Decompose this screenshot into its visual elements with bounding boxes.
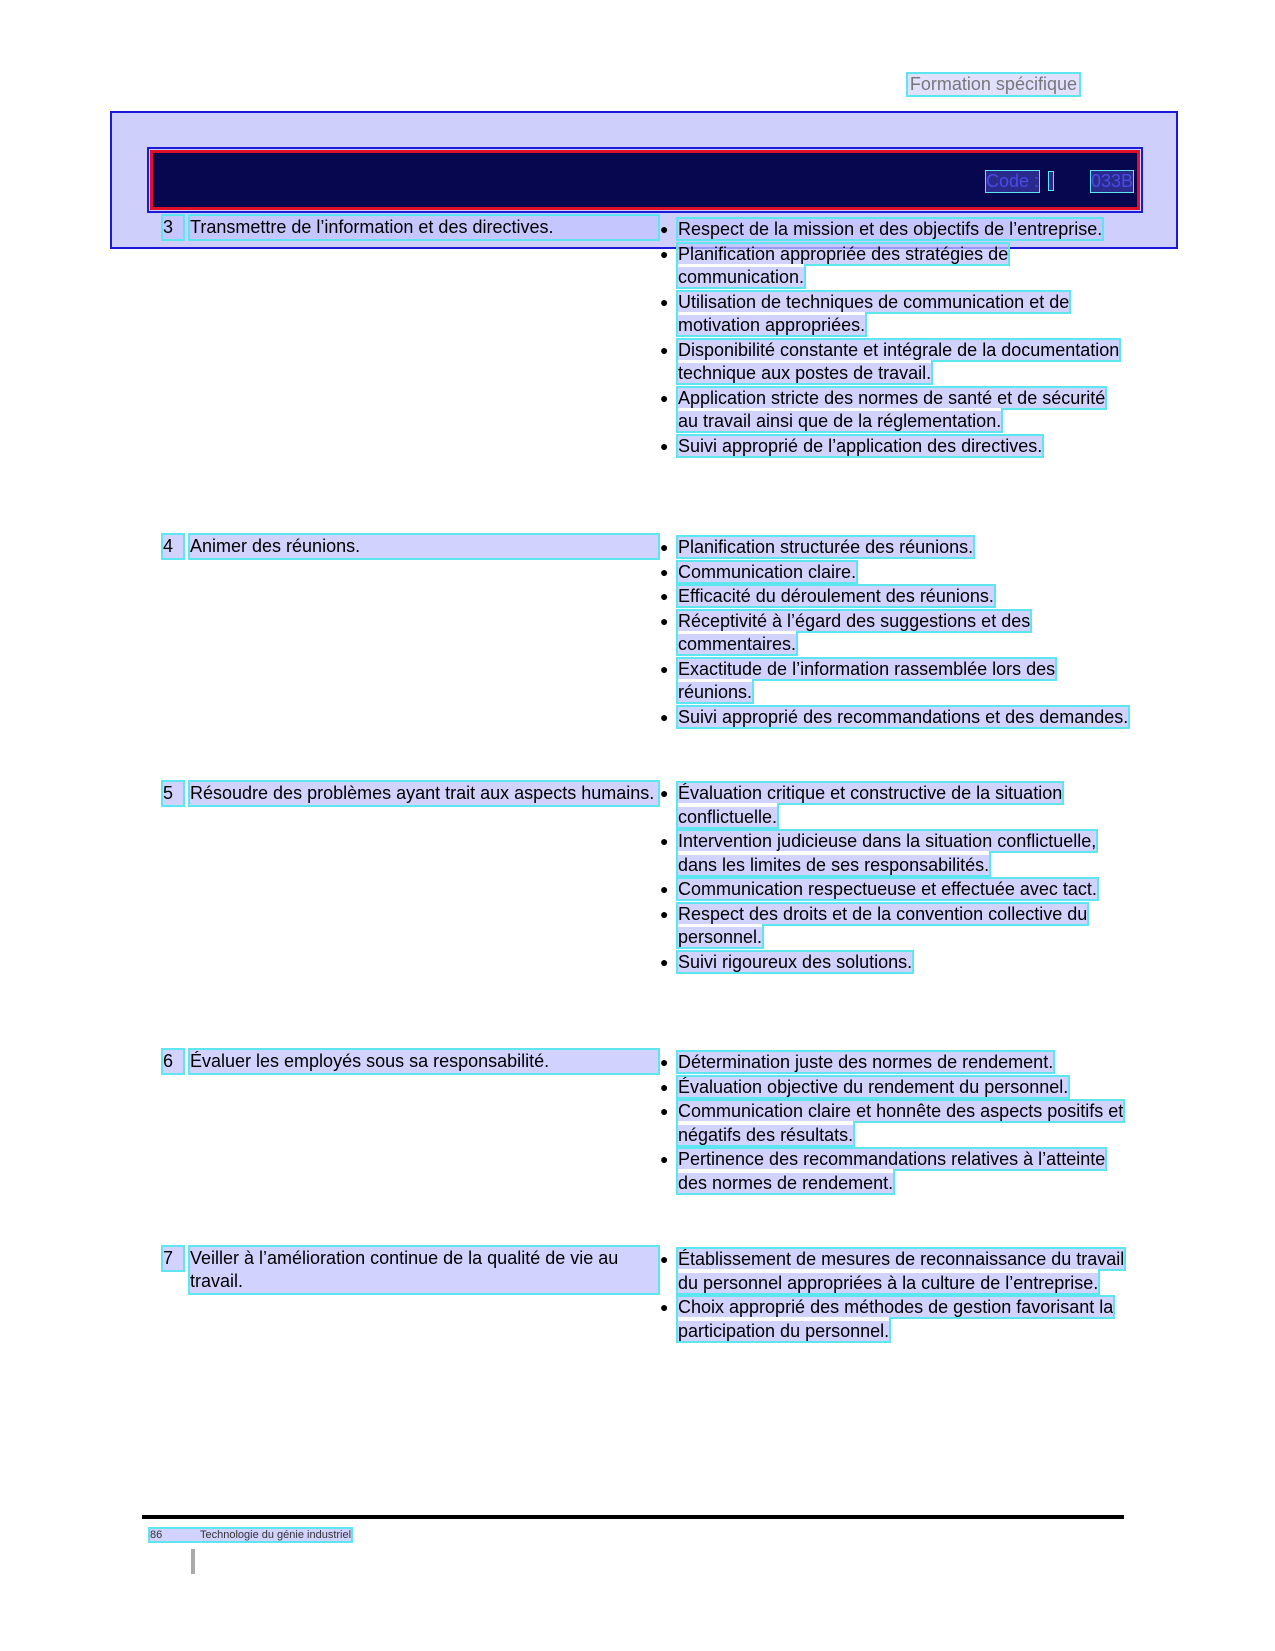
- code-separator: [1049, 172, 1053, 190]
- criterion-text: Établissement de mesures de reconnaissance du travail du personnel appropriées à la culture de l’entreprise.: [678, 1249, 1125, 1293]
- bullet-icon: ●: [660, 245, 669, 262]
- criteria-list: [660, 1248, 1130, 1344]
- competency-task-text: Évaluer les employés sous sa responsabilité.: [190, 1050, 658, 1073]
- footer: [150, 1529, 351, 1541]
- criterion-text: Respect des droits et de la convention collective du personnel.: [678, 903, 1088, 947]
- criterion-item: [660, 585, 1130, 609]
- criterion-text: Respect de la mission et des objectifs de l’entreprise.: [678, 219, 1103, 239]
- criterion-item: [660, 561, 1130, 585]
- criterion-item: [660, 387, 1130, 434]
- bullet-icon: ●: [660, 1251, 669, 1267]
- code-value: 033B: [1090, 171, 1133, 191]
- bullet-icon: ●: [660, 563, 669, 580]
- criteria-list: [660, 218, 1130, 459]
- footer-marker: [191, 1549, 195, 1574]
- bullet-icon: ●: [660, 660, 669, 677]
- program-title: Technologie du génie industriel: [200, 1529, 352, 1541]
- competency-number: 3: [163, 216, 183, 239]
- page-number: 86: [150, 1529, 163, 1541]
- bullet-icon: ●: [660, 1103, 669, 1119]
- criterion-item: [660, 878, 1130, 902]
- code-label: Code :: [985, 171, 1039, 191]
- bullet-icon: ●: [660, 708, 669, 725]
- bullet-icon: ●: [660, 1299, 669, 1315]
- bullet-icon: ●: [660, 881, 669, 897]
- criterion-item: [660, 951, 1130, 975]
- criterion-text: Application stricte des normes de santé et de sécurité au travail ainsi que de la réglementation.: [678, 387, 1106, 431]
- criteria-list: [660, 536, 1130, 730]
- criterion-item: [660, 435, 1130, 459]
- competency-task-text: Veiller à l’amélioration continue de la qualité de vie au travail.: [190, 1247, 658, 1293]
- criterion-text: Pertinence des recommandations relatives à l’atteinte des normes de rendement.: [678, 1149, 1106, 1193]
- bullet-icon: ●: [660, 389, 669, 406]
- competency-task: [163, 216, 658, 239]
- criterion-item: [660, 1296, 1130, 1343]
- bullet-icon: ●: [660, 1151, 669, 1167]
- criterion-text: Planification structurée des réunions.: [678, 537, 974, 557]
- criterion-item: [660, 218, 1130, 242]
- criterion-item: [660, 243, 1130, 290]
- bullet-icon: ●: [660, 612, 669, 629]
- criterion-item: [660, 1051, 1130, 1075]
- competency-task: [163, 535, 658, 558]
- bullet-icon: ●: [660, 293, 669, 310]
- criterion-item: [660, 339, 1130, 386]
- code-bar: [150, 150, 1140, 210]
- bullet-icon: ●: [660, 1054, 669, 1070]
- criterion-item: [660, 610, 1130, 657]
- criterion-item: [660, 1100, 1130, 1147]
- criterion-text: Suivi approprié des recommandations et des demandes.: [678, 706, 1129, 727]
- competency-task-text: Résoudre des problèmes ayant trait aux aspects humains.: [190, 782, 658, 805]
- bullet-icon: ●: [660, 1078, 669, 1095]
- criterion-text: Efficacité du déroulement des réunions.: [678, 586, 994, 606]
- competency-task-text: Transmettre de l’information et des directives.: [190, 216, 658, 239]
- criterion-item: [660, 1148, 1130, 1195]
- competency-number: 6: [163, 1050, 183, 1073]
- criterion-text: Évaluation critique et constructive de la situation conflictuelle.: [678, 783, 1063, 827]
- bullet-icon: ●: [660, 221, 669, 237]
- competency-number: 7: [163, 1247, 183, 1270]
- criterion-item: [660, 658, 1130, 705]
- criterion-item: [660, 782, 1130, 829]
- criterion-text: Intervention judicieuse dans la situation conflictuelle, dans les limites de ses responsabilités.: [678, 831, 1097, 875]
- criterion-item: [660, 1076, 1130, 1100]
- criterion-text: Choix approprié des méthodes de gestion favorisant la participation du personnel.: [678, 1297, 1114, 1341]
- criterion-item: [660, 706, 1130, 730]
- bullet-icon: ●: [660, 785, 669, 801]
- competency-task: [163, 1247, 658, 1293]
- criterion-text: Réceptivité à l’égard des suggestions et des commentaires.: [678, 610, 1031, 654]
- criterion-item: [660, 830, 1130, 877]
- competency-task-text: Animer des réunions.: [190, 535, 658, 558]
- criterion-text: Communication claire.: [678, 561, 857, 582]
- criteria-list: [660, 782, 1130, 975]
- competency-number: 5: [163, 782, 183, 805]
- criterion-text: Utilisation de techniques de communication et de motivation appropriées.: [678, 291, 1070, 335]
- criterion-item: [660, 536, 1130, 560]
- competency-task: [163, 782, 658, 805]
- criterion-text: Communication respectueuse et effectuée avec tact.: [678, 879, 1097, 899]
- criterion-text: Planification appropriée des stratégies de communication.: [678, 243, 1009, 287]
- criterion-item: [660, 291, 1130, 338]
- criterion-text: Suivi rigoureux des solutions.: [678, 951, 913, 972]
- bullet-icon: ●: [660, 905, 669, 922]
- criterion-text: Détermination juste des normes de rendement.: [678, 1052, 1054, 1072]
- bullet-icon: ●: [660, 539, 669, 555]
- competency-task: [163, 1050, 658, 1073]
- running-title: Formation spécifique: [909, 74, 1077, 94]
- criterion-text: Disponibilité constante et intégrale de la documentation technique aux postes de travail.: [678, 339, 1120, 383]
- bullet-icon: ●: [660, 341, 669, 358]
- criterion-text: Exactitude de l’information rassemblée lors des réunions.: [678, 658, 1056, 702]
- footer-rule: [142, 1515, 1124, 1519]
- competency-number: 4: [163, 535, 183, 558]
- bullet-icon: ●: [660, 953, 669, 970]
- bullet-icon: ●: [660, 833, 669, 849]
- criteria-list: [660, 1051, 1130, 1196]
- criterion-item: [660, 903, 1130, 950]
- bullet-icon: ●: [660, 437, 669, 454]
- criterion-text: Évaluation objective du rendement du personnel.: [678, 1076, 1069, 1097]
- criterion-text: Communication claire et honnête des aspects positifs et négatifs des résultats.: [678, 1101, 1124, 1145]
- bullet-icon: ●: [660, 588, 669, 604]
- criterion-text: Suivi approprié de l’application des directives.: [678, 435, 1043, 456]
- criterion-item: [660, 1248, 1130, 1295]
